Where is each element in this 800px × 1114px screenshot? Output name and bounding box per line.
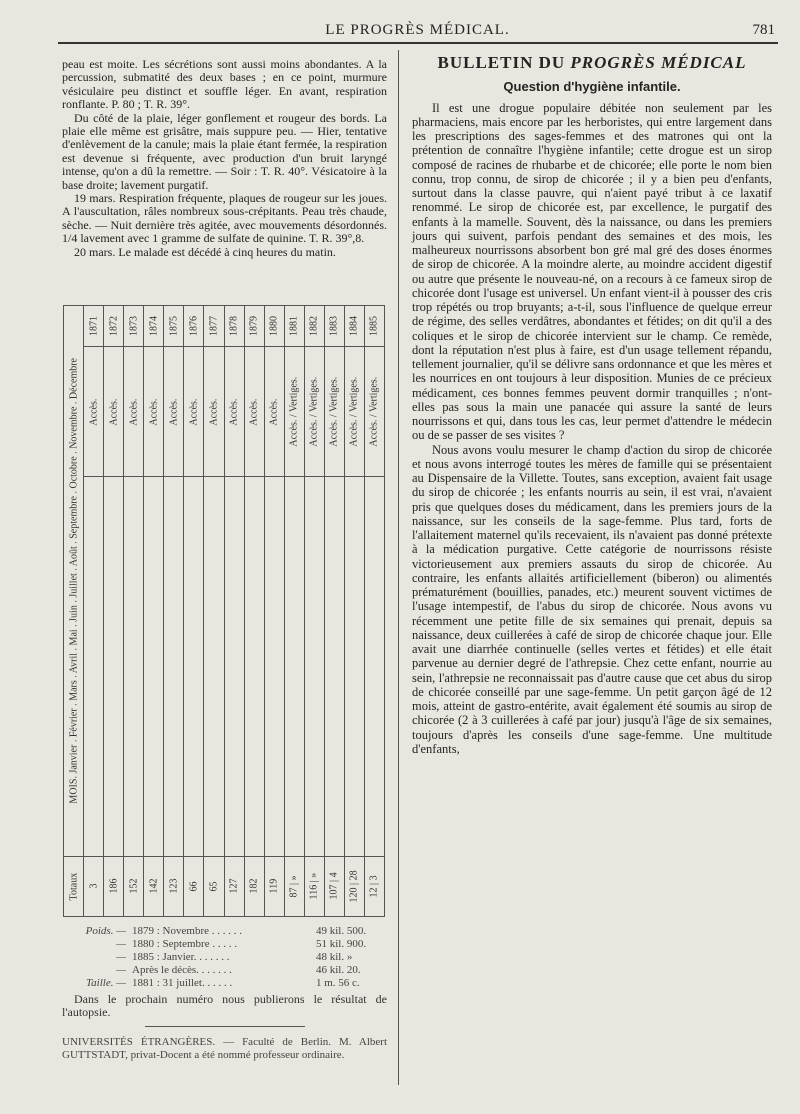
year-total: 142 xyxy=(144,856,164,916)
year-header: 1881 xyxy=(284,306,304,347)
month-values xyxy=(124,476,144,856)
weight-row xyxy=(64,925,386,938)
height-date: 1881 : 31 juillet. . . . . . xyxy=(132,977,233,989)
weight-row xyxy=(64,951,386,964)
month-values xyxy=(264,476,284,856)
case-paragraph: 20 mars. Le malade est décédé à cinq heures du matin. xyxy=(74,244,336,259)
weight-value: 49 kil. 500. xyxy=(316,925,367,937)
column-label: Accès. xyxy=(224,347,244,477)
year-header: 1877 xyxy=(204,306,224,347)
month-values xyxy=(364,476,384,856)
column-label: Accès. xyxy=(124,347,144,477)
year-header: 1873 xyxy=(124,306,144,347)
month-values xyxy=(84,476,104,856)
article-paragraph: Nous avons voulu mesurer le champ d'action du sirop de chicorée et nous avons interrogé toutes les mères de famille qui se présentaient au Dispensaire de la Villette. Toutes, sans exception, avaient fait usage du sirop de chicorée ; les enfants nourris au sein, il est vrai, n'avaient pris que quelques doses du médicament, dans les premiers jours de la naissance, sur les conseils de la sage-femme. Plus tard, forts de l'allaitement maternel qu'ils recevaient, ils n'avaient pas donné prétexte à la médication purgative. Cette catégorie de nourrissons résiste victorieusement aux premiers assauts du sirop de chicorée. Au contraire, les enfants allaités artificiellement (biberon) ou alimentés prématurément (bouillies, panades, etc.) meurent souvent victimes de l'usage intempestif, de l'abus du sirop de chicorée. Nous avons vu récemment une petite fille de six semaines qui prenait, depuis sa naissance, deux cuillerées à café de sirop de chicorée chaque jour. Elle avait une diarrhée continuelle (selles vertes et fétides) et elle était parvenue au dernier degré de l'athrepsie. Chez cette enfant, nourrie au sein, l'athrepsie ne reconnaissait pas d'autre cause que cet abus du sirop de chicorée conseillé par une sage-femme. Un petit garçon âgé de 12 mois, atteint de gastro-entérite, avait également été soumis au sirop de chicorée (2 à 3 cuillerées à café par jour) jusqu'à l'âge de six semaines, toujours d'après les conseils d'une sage-femme. Une multitude d'enfants, xyxy=(412,442,772,756)
weight-value: 48 kil. » xyxy=(316,951,353,963)
table-body-row xyxy=(64,476,385,856)
case-paragraph: peau est moite. Les sécrétions sont aussi moins abondantes. A la percussion, submatité des deux bases ; en ce point, murmure vésiculaire peu distinct et souffle léger. En avant, respiration ronflante. P. 80 ; T. R. 39°. xyxy=(62,57,387,112)
year-total: 66 xyxy=(184,856,204,916)
weight-label: — xyxy=(116,938,126,950)
year-total: 182 xyxy=(244,856,264,916)
year-header: 1874 xyxy=(144,306,164,347)
table-year-row xyxy=(64,306,385,347)
weight-label: Poids. — xyxy=(85,925,126,937)
weight-date: 1880 : Septembre . . . . . xyxy=(132,938,238,950)
height-label: Taille. — xyxy=(86,977,126,989)
seizure-table xyxy=(63,305,385,917)
month-values xyxy=(324,476,344,856)
autopsy-note: Dans le prochain numéro nous publierons le résultat de l'autopsie. xyxy=(62,992,387,1020)
year-total: 119 xyxy=(264,856,284,916)
seizure-table-grid xyxy=(63,305,385,917)
journal-title: LE PROGRÈS MÉDICAL. xyxy=(325,22,510,38)
year-header: 1882 xyxy=(304,306,324,347)
column-label: Accès. xyxy=(184,347,204,477)
year-total: 3 xyxy=(84,856,104,916)
year-header: 1884 xyxy=(344,306,364,347)
year-header: 1872 xyxy=(104,306,124,347)
column-divider xyxy=(398,50,399,1085)
article-subtitle: Question d'hygiène infantile. xyxy=(503,79,681,95)
bulletin-title-plain: BULLETIN DU xyxy=(437,53,571,72)
autopsy-note-block xyxy=(62,993,387,1024)
month-values xyxy=(284,476,304,856)
page-header xyxy=(60,20,775,42)
weight-date: 1885 : Janvier. . . . . . . xyxy=(132,951,230,963)
month-values xyxy=(104,476,124,856)
table-total-row xyxy=(64,856,385,916)
bulletin-title-italic: PROGRÈS MÉDICAL xyxy=(570,53,747,72)
bulletin-title xyxy=(412,53,772,72)
column-label: Accès. / Vertiges. xyxy=(324,347,344,477)
column-label: Accès. xyxy=(104,347,124,477)
year-total: 120 | 28 xyxy=(344,856,364,916)
weight-date: Après le décès. . . . . . . xyxy=(132,964,232,976)
right-column xyxy=(412,53,772,756)
weight-value: 46 kil. 20. xyxy=(316,964,361,976)
weight-list xyxy=(64,925,386,990)
universities-news: UNIVERSITÉS ÉTRANGÈRES. — Faculté de Berlin. M. Albert GUTTSTADT, privat-Docent a été nommé professeur ordinaire. xyxy=(62,1036,387,1061)
header-rule xyxy=(58,42,778,44)
year-header: 1883 xyxy=(324,306,344,347)
month-values xyxy=(204,476,224,856)
year-header: 1885 xyxy=(364,306,384,347)
month-values xyxy=(224,476,244,856)
article-paragraph: Il est une drogue populaire débitée non seulement par les pharmaciens, mais encore par les herboristes, qui entre largement dans les prescriptions des sages-femmes et des matrones qui ont la prétention de connaître l'hygiène infantile; cette drogue est un sirop composé de racines de rhubarbe et de chicorée; elle porte le nom bien connu, trop connu, de sirop de chicorée ; il y a bien peu d'enfants, surtout dans la classe pauvre, qui n'aient payé tribut à ce laxatif renommé. Le sirop de chicorée est, par excellence, le purgatif des enfants à la mamelle. Souvent, dès la naissance, ou dans les premiers jours qui suivent, parfois pendant des semaines et des mois, les malheureux nourrissons absorbent bon gré mal gré des doses énormes de sirop de chicorée. A la moindre alerte, au moindre accident digestif ou autre que présente le nouveau-né, on a recours à ce fameux sirop de chicorée dont l'usage est universel. Un enfant vient-il à pousser des cris trop répétés ou trop bruyants; a-t-il, sous l'influence de quelque erreur de régime, des selles verdâtres, abondantes et fétides; on dit qu'il a des coliques et le sirop de chicorée intervient sur le champ. Ce remède, dont la réputation n'est plus à faire, est d'un usage tellement répandu, tellement journalier, qu'il se délivre sans ordonnance et que les mères et les nourrices en ont toujours à leur disposition. Munies de ce précieux médicament, ces bonnes femmes peuvent dormir tranquilles ; n'ont-elles pas sous la main une panacée qui assure la santé de leurs nourrissons et qui, dans tous les cas, leur permet d'attendre le médecin ou de se passer de ses visites ? xyxy=(412,100,772,443)
month-values xyxy=(244,476,264,856)
left-column xyxy=(62,58,387,259)
column-label: Accès. xyxy=(84,347,104,477)
table-label-row xyxy=(64,347,385,477)
height-row xyxy=(64,977,386,990)
column-label: Accès. xyxy=(244,347,264,477)
month-values xyxy=(304,476,324,856)
column-label: Accès. / Vertiges. xyxy=(304,347,324,477)
year-header: 1871 xyxy=(84,306,104,347)
year-total: 116 | » xyxy=(304,856,324,916)
case-paragraph: Du côté de la plaie, léger gonflement et rougeur des bords. La plaie elle même est grisâtre, mais suppure peu. — Hier, tentative d'enlèvement de la canule; mais la plaie étant fermée, la respiration est devenue si fréquente, avec production d'un bruit laryngé intense, qu'on a dû la remettre. — Soir : T. R. 40°. Vésicatoire à la base droite; lavement purgatif. xyxy=(62,110,387,192)
year-total: 127 xyxy=(224,856,244,916)
year-header: 1879 xyxy=(244,306,264,347)
months-header: MOIS. Janvier . Février . Mars . Avril . Mai . Juin . Juillet . Août . Septembre . Octobre . Novembre . Décembre xyxy=(64,306,84,857)
year-total: 65 xyxy=(204,856,224,916)
column-label: Accès. xyxy=(164,347,184,477)
weight-value: 51 kil. 900. xyxy=(316,938,367,950)
month-values xyxy=(144,476,164,856)
column-label: Accès. / Vertiges. xyxy=(344,347,364,477)
page-number: 781 xyxy=(752,22,775,38)
weight-date: 1879 : Novembre . . . . . . xyxy=(132,925,242,937)
month-values xyxy=(184,476,204,856)
totals-label: Totaux xyxy=(64,856,84,916)
weight-label: — xyxy=(116,964,126,976)
year-total: 152 xyxy=(124,856,144,916)
case-paragraph: 19 mars. Respiration fréquente, plaques de rougeur sur les joues. A l'auscultation, râles nombreux sous-crépitants. Peau très chaude, sèche. — Nuit dernière très agitée, avec mouvements désordonnés. 1/4 lavement avec 1 gramme de sulfate de quinine. T. R. 39°,8. xyxy=(62,191,387,246)
month-values xyxy=(164,476,184,856)
section-divider xyxy=(145,1026,305,1027)
column-label: Accès. xyxy=(204,347,224,477)
year-total: 186 xyxy=(104,856,124,916)
height-value: 1 m. 56 c. xyxy=(316,977,360,989)
year-header: 1876 xyxy=(184,306,204,347)
weight-row xyxy=(64,964,386,977)
column-label: Accès. xyxy=(144,347,164,477)
year-total: 123 xyxy=(164,856,184,916)
column-label: Accès. xyxy=(264,347,284,477)
weight-row xyxy=(64,938,386,951)
month-values xyxy=(344,476,364,856)
weight-label: — xyxy=(116,951,126,963)
column-label: Accès. / Vertiges. xyxy=(284,347,304,477)
year-header: 1880 xyxy=(264,306,284,347)
column-label: Accès. / Vertiges. xyxy=(364,347,384,477)
year-total: 12 | 3 xyxy=(364,856,384,916)
year-total: 87 | » xyxy=(284,856,304,916)
year-total: 107 | 4 xyxy=(324,856,344,916)
year-header: 1875 xyxy=(164,306,184,347)
year-header: 1878 xyxy=(224,306,244,347)
